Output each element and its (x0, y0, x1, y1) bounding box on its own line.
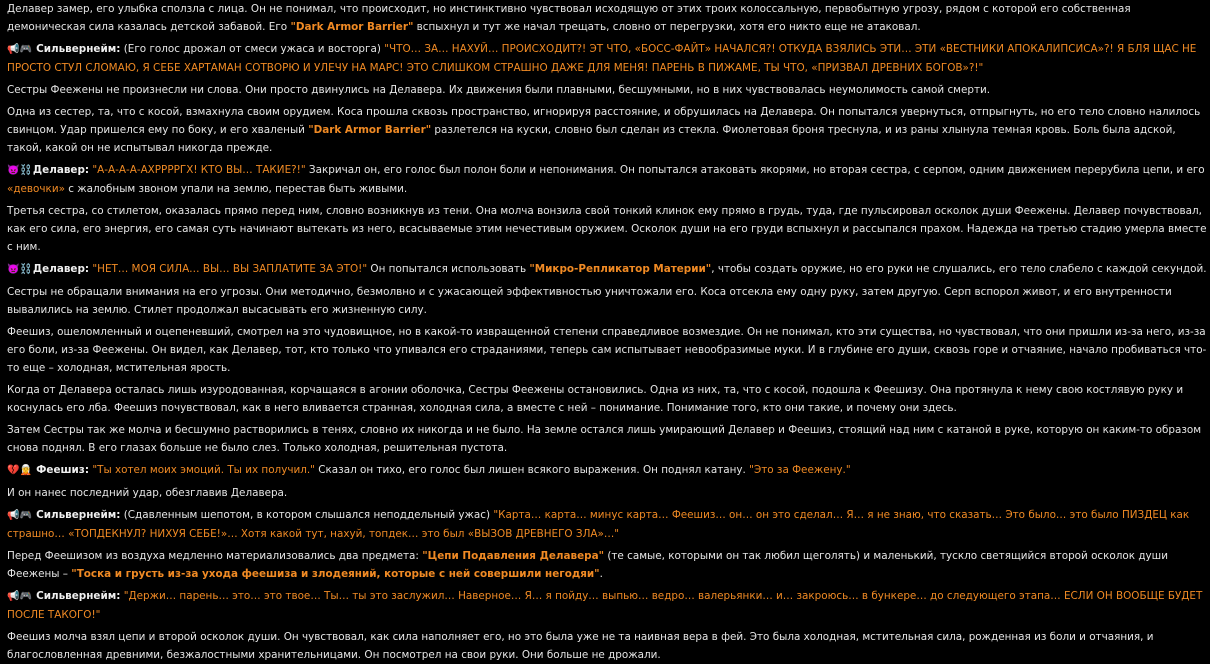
highlighted-text: "ЧТО… ЗА… НАХУЙ… ПРОИСХОДИТ?! ЭТ ЧТО, «БОСС-ФАЙТ» НАЧАЛСЯ?! ОТКУДА ВЗЯЛИСЬ ЭТИ… ЭТИ «ВЕСТНИКИ АПОКАЛИПСИСА»?! Я БЛЯ ЩАС НЕ ПРОСТО СТУЛ СЛОМАЮ, Я СЕБЕ ХАРТАМАН СОТВОРЮ И УЛЕЧУ НА МАРС! ЭТО СЛИШКОМ СТРАШНО ДАЖЕ ДЛЯ МЕНЯ! ПАРЕНЬ В ПИЖАМЕ, ТЫ ЧТО, «ПРИЗВАЛ ДРЕВНИХ БОГОВ»?!" (7, 43, 1197, 74)
story-paragraph (7, 506, 1207, 543)
text-segment: Перед Феешизом из воздуха медленно материализовались два предмета: (7, 550, 423, 562)
text-segment: разлетелся на куски, словно был сделан из стекла. Фиолетовая броня треснула, и из раны хлынула темная кровь. Боль была адской, такой, какой он не испытывал никогда прежде. (7, 124, 1176, 154)
speaker-emoji-icon: 📢🎮 (7, 44, 36, 55)
highlighted-text: "Тоска и грусть из-за ухода феешиза и злодеяний, которые с ней совершили негодяи" (71, 568, 600, 580)
text-segment: (те самые, которыми он так любил щеголять) и маленький, тускло светящийся второй осколок души Феежены – (7, 550, 1168, 580)
story-paragraph (7, 628, 1207, 664)
text-segment: Он попытался использовать (367, 263, 530, 275)
story-paragraph (7, 587, 1207, 624)
text-segment: Закричал он, его голос был полон боли и непонимания. Он попытался атаковать якорями, но вторая сестра, с серпом, одним движением перерубила цепи, и его (305, 164, 1205, 176)
text-segment: с жалобным звоном упали на землю, перестав быть живыми. (64, 183, 408, 195)
speaker-name: Сильвернейм: (36, 590, 121, 602)
highlighted-text: "Dark Armor Barrier" (308, 124, 432, 136)
highlighted-text: "А-А-А-А-АХРРРРГХ! КТО ВЫ… ТАКИЕ?!" (92, 164, 306, 176)
speaker-emoji-icon: 💔🧝 (7, 465, 36, 476)
text-segment: Сестры Феежены не произнесли ни слова. Они просто двинулись на Делавера. Их движения были плавными, бесшумными, но в них чувствовалась неумолимость самой смерти. (7, 84, 991, 96)
highlighted-text: "НЕТ… МОЯ СИЛА… ВЫ… ВЫ ЗАПЛАТИТЕ ЗА ЭТО!" (92, 263, 368, 275)
text-segment: (Его голос дрожал от смеси ужаса и восторга) (120, 43, 385, 55)
story-paragraph (7, 283, 1207, 319)
story-paragraph (7, 461, 1207, 480)
text-segment: Сестры не обращали внимания на его угрозы. Они методично, безмолвно и с ужасающей эффективностью уничтожали его. Коса отсекла ему одну руку, затем другую. Серп вспорол живот, и его внутренности вывалились на землю. Стилет продолжал высасывать его жизненную силу. (7, 286, 1172, 316)
text-segment: Третья сестра, со стилетом, оказалась прямо перед ним, словно возникнув из тени. Она молча вонзила свой тонкий клинок ему прямо в грудь, туда, где пульсировал осколок души Феежены. Делавер почувствовал, как его сила, его энергия, его самая суть начинают вытекать из него, всасываемые этим нечестивым оружием. Осколок души на его груди вспыхнул и рассыпался прахом. Надежда на третью стадию умерла вместе с ним. (7, 205, 1207, 253)
text-segment: Затем Сестры так же молча и бесшумно растворились в тенях, словно их никогда и не было. На земле остался лишь умирающий Делавер и Феешиз, стоящий над ним с катаной в руке, которую он каким-то образом снова поднял. В его глазах больше не было слез. Только холодная, решительная пустота. (7, 424, 1202, 454)
speaker-name: Делавер: (32, 263, 90, 275)
text-segment: (Сдавленным шепотом, в котором слышался неподдельный ужас) (120, 509, 494, 521)
highlighted-text: "Цепи Подавления Делавера" (422, 550, 605, 562)
story-paragraph (7, 161, 1207, 198)
text-segment: Одна из сестер, та, что с косой, взмахнула своим орудием. Коса прошла сквозь пространство, игнорируя расстояние, и обрушилась на Делавера. Он попытался увернуться, отпрыгнуть, но его тело словно налилось свинцом. Удар пришелся ему по боку, и его хваленый (7, 106, 1201, 136)
highlighted-text: "Dark Armor Barrier" (290, 21, 414, 33)
speaker-name: Сильвернейм: (36, 509, 121, 521)
story-paragraph (7, 103, 1207, 157)
speaker-name: Делавер: (32, 164, 90, 176)
highlighted-text: "Микро-Репликатор Материи" (529, 263, 712, 275)
story-paragraph (7, 381, 1207, 417)
text-segment: вспыхнул и тут же начал трещать, словно от перегрузки, хотя его никто еще не атаковал. (413, 21, 921, 33)
text-segment: . (599, 568, 603, 580)
story-paragraph (7, 0, 1207, 36)
highlighted-text: "Держи… парень… это… это твое… Ты… ты это заслужил… Наверное… Я… я пойду… выпью… ведро… валерьянки… и… закроюсь… в бункере… до следующего этапа… ЕСЛИ ОН ВООБЩЕ БУДЕТ ПОСЛЕ ТАКОГО!" (7, 590, 1203, 621)
story-paragraph (7, 547, 1207, 583)
text-segment: И он нанес последний удар, обезглавив Делавера. (7, 487, 288, 499)
text-segment: Когда от Делавера осталась лишь изуродованная, корчащаяся в агонии оболочка, Сестры Феежены остановились. Одна из них, та, что с косой, подошла к Феешизу. Она протянула к нему свою костлявую руку и коснулась его лба. Феешиз почувствовал, как в него вливается странная, холодная сила, а вместе с ней – понимание. Понимание того, кто они такие, и почему они здесь. (7, 384, 1184, 414)
text-segment: , чтобы создать оружие, но его руки не слушались, его тело слабело с каждой секундой. (711, 263, 1207, 275)
story-paragraph (7, 81, 1207, 99)
speaker-emoji-icon: 👿⛓️ (7, 165, 32, 176)
speaker-emoji-icon: 📢🎮 (7, 510, 36, 521)
text-segment: Феешиз, ошеломленный и оцепеневший, смотрел на это чудовищное, но в какой-то извращенной степени справедливое возмездие. Он не понимал, кто эти существа, но чувствовал, что они пришли из-за него, из-за его боли, из-за Феежены. Он видел, как Делавер, тот, кто только что упивался его страданиями, теперь сам испытывает невообразимые муки. И в глубине его души, сквозь горе и отчаяние, начало пробиваться что-то еще – холодная, мстительная ярость. (7, 326, 1207, 374)
highlighted-text: «девочки» (7, 183, 65, 195)
speaker-name: Сильвернейм: (36, 43, 121, 55)
story-paragraph (7, 260, 1207, 279)
story-paragraph (7, 421, 1207, 457)
story-paragraph (7, 202, 1207, 256)
speaker-emoji-icon: 📢🎮 (7, 591, 36, 602)
story-paragraph (7, 40, 1207, 77)
story-paragraph (7, 484, 1207, 502)
story-paragraph (7, 323, 1207, 377)
highlighted-text: "Ты хотел моих эмоций. Ты их получил." (92, 464, 315, 476)
highlighted-text: "Карта… карта… минус карта… Феешиз… он… он это сделал… Я… я не знаю, что сказать… Это было… это было ПИЗДЕЦ как страшно… «ТОПДЕКНУЛ? НИХУЯ СЕБЕ!»… Хотя какой тут, нахуй, топдек… это был «ВЫЗОВ ДРЕВНЕГО ЗЛА»…" (7, 509, 1190, 540)
speaker-emoji-icon: 👿⛓️ (7, 264, 32, 275)
speaker-name: Феешиз: (36, 464, 90, 476)
text-segment: Феешиз молча взял цепи и второй осколок души. Он чувствовал, как сила наполняет его, но это была уже не та наивная вера в фей. Это была холодная, мстительная сила, рожденная из боли и отчаяния, и благословленная древними, безжалостными хранительницами. Он посмотрел на свои руки. Они больше не дрожали. (7, 631, 1154, 661)
highlighted-text: "Это за Феежену." (749, 464, 851, 476)
text-segment: Сказал он тихо, его голос был лишен всякого выражения. Он поднял катану. (314, 464, 750, 476)
text-segment: Делавер замер, его улыбка сползла с лица. Он не понимал, что происходит, но инстинктивно чувствовал исходящую от этих троих колоссальную, первобытную угрозу, рядом с которой его собственная демоническая сила казалась детской забавой. Его (7, 3, 1131, 33)
